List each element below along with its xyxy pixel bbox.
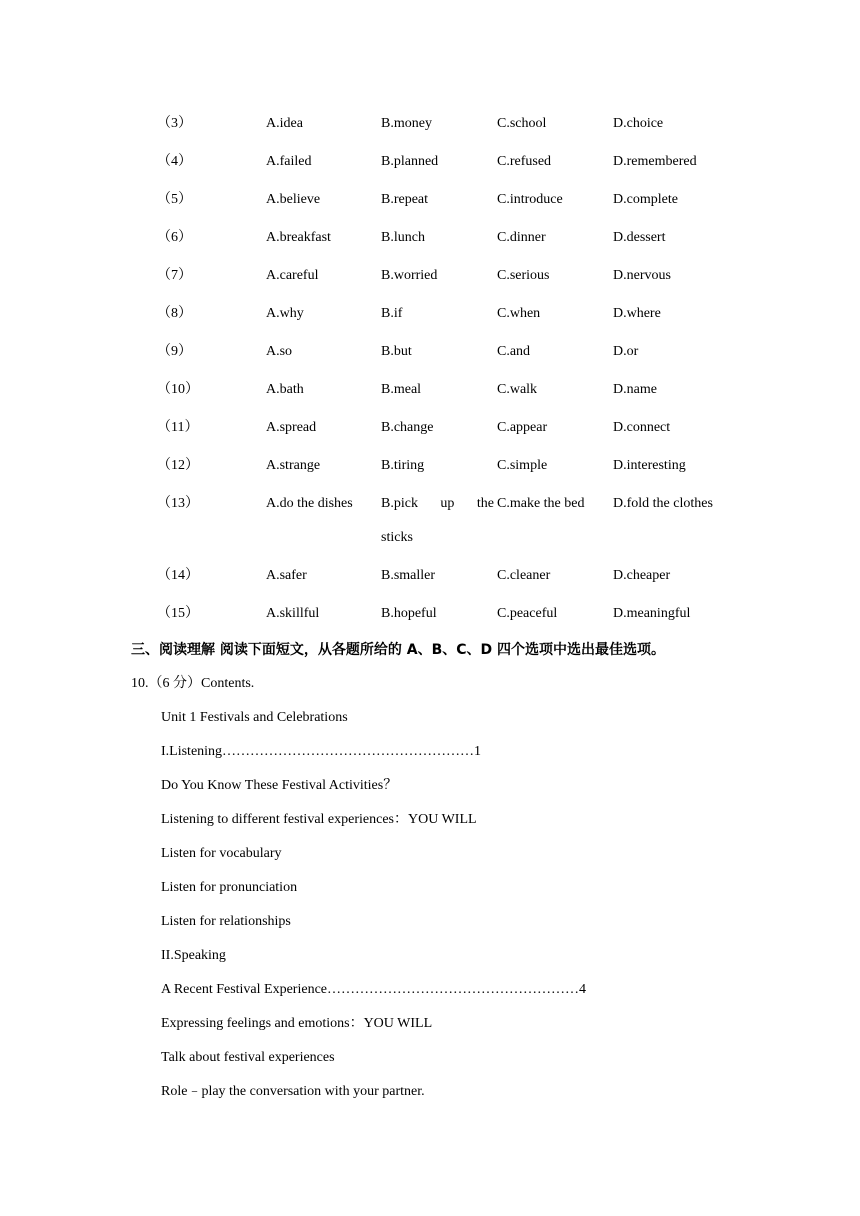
question-number: （15） <box>157 606 199 621</box>
section-heading: 三、阅读理解 阅读下面短文，从各题所给的 A、B、C、D 四个选项中选出最佳选项。 <box>131 642 666 658</box>
option-a: A.safer <box>266 568 307 583</box>
question-label: 10.（6 分）Contents. <box>131 676 255 691</box>
option-c: C.refused <box>497 154 552 169</box>
option-b: B.hopeful <box>381 606 437 621</box>
option-a: A.failed <box>266 154 312 169</box>
question-number: （14） <box>157 568 199 583</box>
option-d: D.name <box>613 382 657 397</box>
option-c: C.introduce <box>497 192 563 207</box>
options-table <box>157 105 737 633</box>
option-b: B.money <box>381 116 432 131</box>
option-b: B.meal <box>381 382 422 397</box>
option-a: A.spread <box>266 420 317 435</box>
option-a: A.breakfast <box>266 230 331 245</box>
option-d: D.complete <box>613 192 678 207</box>
option-c: C.simple <box>497 458 548 473</box>
option-a: A.believe <box>266 192 321 207</box>
contents-line: I.Listening………………………………………………1 <box>161 744 482 759</box>
option-b-word: up <box>440 496 455 511</box>
option-d: D.meaningful <box>613 606 691 621</box>
option-c: C.make the bed <box>497 496 585 511</box>
option-b: B.change <box>381 420 434 435</box>
option-c: C.and <box>497 344 531 359</box>
option-c: C.cleaner <box>497 568 551 583</box>
option-b-word: B.pick <box>381 496 418 511</box>
question-number: （5） <box>157 192 192 207</box>
option-row <box>157 181 737 219</box>
question-number: （10） <box>157 382 199 397</box>
option-a: A.so <box>266 344 293 359</box>
option-a: A.idea <box>266 116 303 131</box>
question-number: （8） <box>157 306 192 321</box>
option-b: B.smaller <box>381 568 436 583</box>
option-row <box>157 371 737 409</box>
option-d: D.where <box>613 306 661 321</box>
option-b: B.but <box>381 344 412 359</box>
option-row <box>157 409 737 447</box>
option-b: B.worried <box>381 268 438 283</box>
contents-line: II.Speaking <box>161 948 226 963</box>
question-number: （4） <box>157 154 192 169</box>
question-number: （11） <box>157 420 199 435</box>
option-row <box>157 595 737 633</box>
option-row <box>157 219 737 257</box>
option-c: C.serious <box>497 268 550 283</box>
contents-line: Listening to different festival experiences：YOU WILL <box>161 812 477 827</box>
option-row <box>157 105 737 143</box>
option-row <box>157 143 737 181</box>
option-d: D.interesting <box>613 458 686 473</box>
option-a: A.strange <box>266 458 321 473</box>
option-d: D.nervous <box>613 268 671 283</box>
option-b-line-2: sticks <box>381 530 413 545</box>
contents-line: Listen for pronunciation <box>161 880 298 895</box>
option-b-line-1 <box>381 487 494 521</box>
option-c: C.dinner <box>497 230 546 245</box>
option-b-word: the <box>476 496 494 511</box>
option-row <box>157 447 737 485</box>
option-d: D.cheaper <box>613 568 671 583</box>
option-c: C.appear <box>497 420 548 435</box>
question-number: （13） <box>157 496 199 511</box>
contents-line: Unit 1 Festivals and Celebrations <box>161 710 348 725</box>
contents-line: Talk about festival experiences <box>161 1050 335 1065</box>
option-c: C.when <box>497 306 541 321</box>
option-a: A.skillful <box>266 606 320 621</box>
question-number: （12） <box>157 458 199 473</box>
option-b <box>381 487 494 555</box>
option-row <box>157 295 737 333</box>
option-d: D.fold the clothes <box>613 496 713 511</box>
option-d: D.connect <box>613 420 671 435</box>
option-c: C.walk <box>497 382 538 397</box>
option-a: A.why <box>266 306 304 321</box>
option-d: D.choice <box>613 116 664 131</box>
question-number: （9） <box>157 344 192 359</box>
option-row <box>157 485 737 557</box>
option-b: B.tiring <box>381 458 425 473</box>
contents-line: Expressing feelings and emotions：YOU WILL <box>161 1016 433 1031</box>
option-c: C.school <box>497 116 547 131</box>
option-row <box>157 257 737 295</box>
contents-line: Do You Know These Festival Activities？ <box>161 778 398 793</box>
question-number: （7） <box>157 268 192 283</box>
option-row <box>157 557 737 595</box>
option-a: A.careful <box>266 268 319 283</box>
option-b: B.lunch <box>381 230 425 245</box>
option-d: D.remembered <box>613 154 697 169</box>
question-number: （6） <box>157 230 192 245</box>
option-a: A.bath <box>266 382 304 397</box>
option-d: D.or <box>613 344 639 359</box>
contents-list <box>161 707 586 1115</box>
option-c: C.peaceful <box>497 606 558 621</box>
contents-line: A Recent Festival Experience………………………………………………4 <box>161 982 586 997</box>
contents-line: Role﹣play the conversation with your partner. <box>161 1084 425 1099</box>
contents-line: Listen for vocabulary <box>161 846 282 861</box>
contents-line: Listen for relationships <box>161 914 291 929</box>
option-b: B.repeat <box>381 192 429 207</box>
option-d: D.dessert <box>613 230 666 245</box>
option-a: A.do the dishes <box>266 496 353 511</box>
option-row <box>157 333 737 371</box>
option-b: B.if <box>381 306 403 321</box>
option-b: B.planned <box>381 154 439 169</box>
question-number: （3） <box>157 116 192 131</box>
